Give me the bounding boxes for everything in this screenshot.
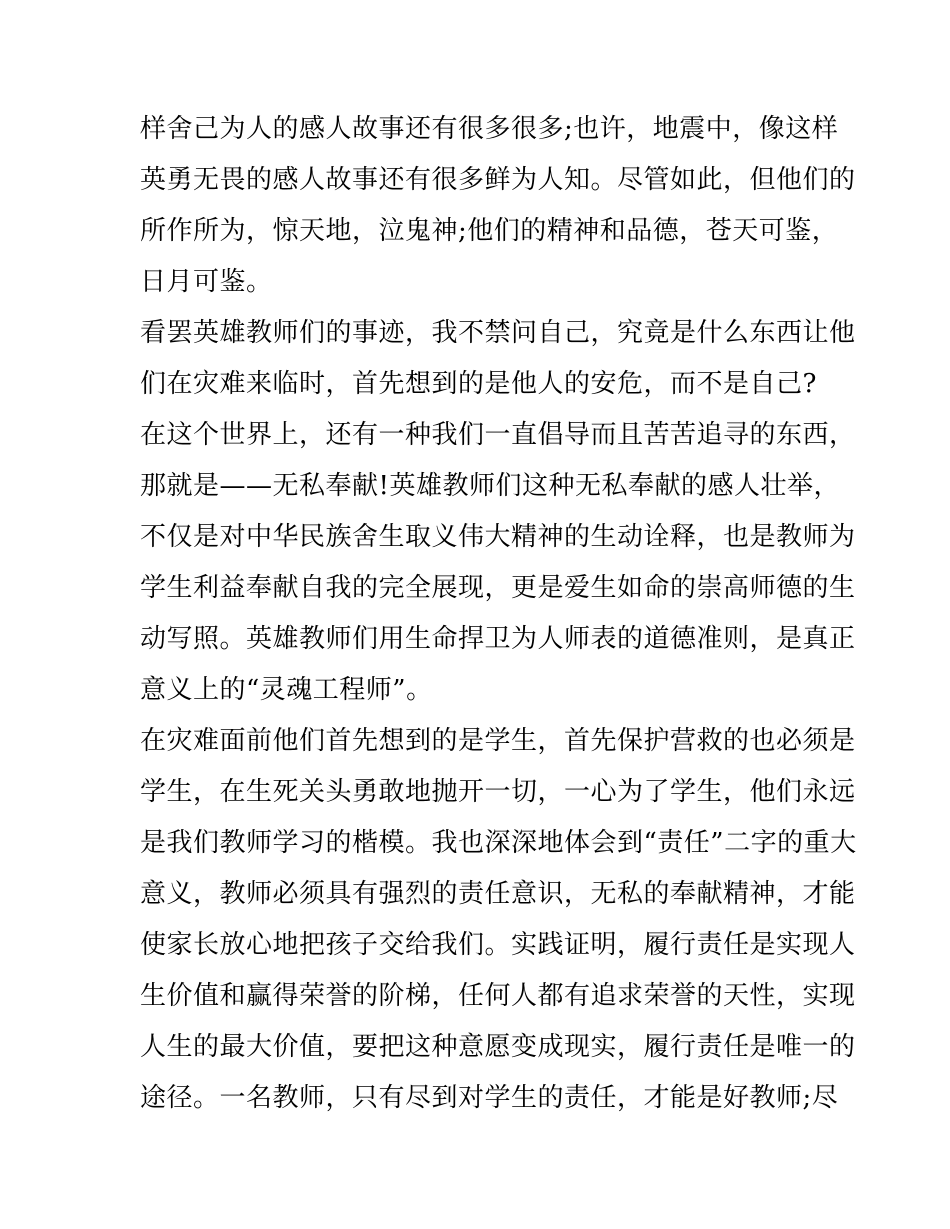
text-line: 样舍己为人的感人故事还有很多很多;也许，地震中，像这样 <box>140 114 839 144</box>
text-line: 是我们教师学习的楷模。我也深深地体会到“责任”二字的重大 <box>140 828 857 858</box>
body-text <box>140 104 857 1124</box>
text-line: 学生利益奉献自我的完全展现，更是爱生如命的崇高师德的生 <box>140 573 856 603</box>
text-line: 看罢英雄教师们的事迹，我不禁问自己，究竟是什么东西让他 <box>140 318 856 348</box>
text-line: 不仅是对中华民族舍生取义伟大精神的生动诠释，也是教师为 <box>140 522 856 552</box>
text-line: 英勇无畏的感人故事还有很多鲜为人知。尽管如此，但他们的 <box>140 165 856 195</box>
text-line: 意义，教师必须具有强烈的责任意识，无私的奉献精神，才能 <box>140 879 856 909</box>
text-line: 日月可鉴。 <box>140 267 273 297</box>
text-line: 学生，在生死关头勇敢地抛开一切，一心为了学生，他们永远 <box>140 777 856 807</box>
text-line: 们在灾难来临时，首先想到的是他人的安危，而不是自己? <box>140 369 817 399</box>
text-line: 途径。一名教师，只有尽到对学生的责任，才能是好教师;尽 <box>140 1083 839 1113</box>
text-line: 动写照。英雄教师们用生命捍卫为人师表的道德准则，是真正 <box>140 624 856 654</box>
text-line: 那就是——无私奉献!英雄教师们这种无私奉献的感人壮举， <box>140 471 840 501</box>
text-line: 所作所为，惊天地，泣鬼神;他们的精神和品德，苍天可鉴， <box>140 216 839 246</box>
text-line: 在灾难面前他们首先想到的是学生，首先保护营救的也必须是 <box>140 726 856 756</box>
text-line: 人生的最大价值，要把这种意愿变成现实，履行责任是唯一的 <box>140 1032 856 1062</box>
text-line: 意义上的“灵魂工程师”。 <box>140 675 433 705</box>
text-line: 在这个世界上，还有一种我们一直倡导而且苦苦追寻的东西， <box>140 420 856 450</box>
text-line: 使家长放心地把孩子交给我们。实践证明，履行责任是实现人 <box>140 930 856 960</box>
text-line: 生价值和赢得荣誉的阶梯，任何人都有追求荣誉的天性，实现 <box>140 981 856 1011</box>
